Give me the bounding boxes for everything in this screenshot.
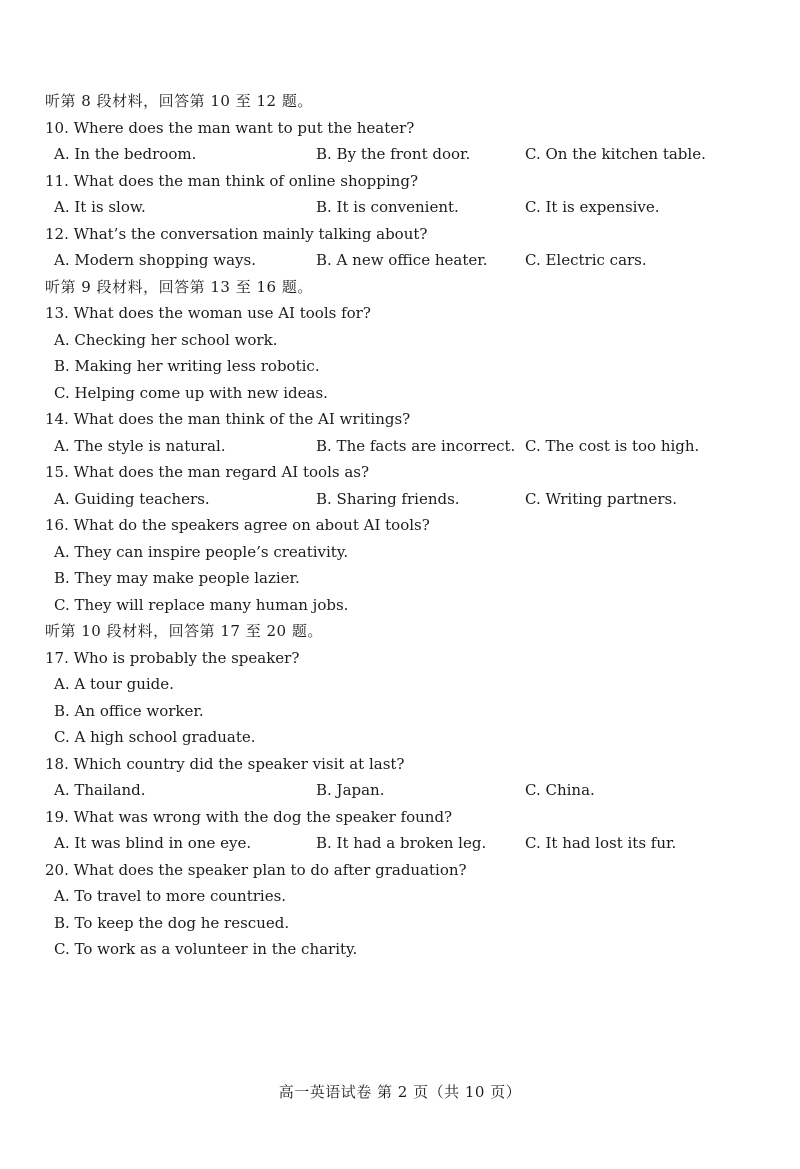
answer-option: A. They can inspire people’s creativity. bbox=[54, 542, 349, 561]
answer-option: B. By the front door. bbox=[316, 145, 471, 163]
options-row bbox=[45, 194, 765, 221]
answer-option: B. To keep the dog he rescued. bbox=[54, 913, 290, 932]
answer-option: B. Making her writing less robotic. bbox=[54, 357, 320, 375]
options-row bbox=[45, 433, 765, 460]
answer-option: C. Helping come up with new ideas. bbox=[54, 383, 328, 402]
answer-option: A. It was blind in one eye. bbox=[54, 834, 252, 852]
answer-option: C. China. bbox=[525, 781, 595, 799]
question-stem: 11. What does the man think of online shopping? bbox=[45, 171, 418, 190]
answer-option: A. In the bedroom. bbox=[54, 145, 197, 163]
answer-option: C. It had lost its fur. bbox=[525, 834, 677, 852]
question-stem: 12. What’s the conversation mainly talking about? bbox=[45, 224, 428, 243]
question-stem: 20. What does the speaker plan to do after graduation? bbox=[45, 860, 467, 879]
answer-option: C. To work as a volunteer in the charity. bbox=[54, 940, 358, 958]
answer-option: C. A high school graduate. bbox=[54, 728, 256, 746]
options-row bbox=[45, 247, 765, 274]
question-stem: 17. Who is probably the speaker? bbox=[45, 648, 300, 667]
answer-option: C. They will replace many human jobs. bbox=[54, 595, 349, 614]
answer-option: A. Checking her school work. bbox=[54, 330, 278, 349]
section-heading: 听第 10 段材料，回答第 17 至 20 题。 bbox=[45, 622, 323, 640]
question-stem: 10. Where does the man want to put the heater? bbox=[45, 118, 415, 137]
answer-option: C. On the kitchen table. bbox=[525, 145, 706, 163]
question-stem: 18. Which country did the speaker visit at last? bbox=[45, 754, 405, 773]
options-row bbox=[45, 777, 765, 804]
section-heading: 听第 9 段材料，回答第 13 至 16 题。 bbox=[45, 277, 313, 296]
answer-option: B. It had a broken leg. bbox=[316, 834, 487, 852]
question-stem: 16. What do the speakers agree on about AI tools? bbox=[45, 516, 430, 534]
question-stem: 15. What does the man regard AI tools as? bbox=[45, 463, 370, 481]
question-stem: 19. What was wrong with the dog the speaker found? bbox=[45, 807, 453, 826]
answer-option: A. To travel to more countries. bbox=[54, 887, 287, 905]
answer-option: C. The cost is too high. bbox=[525, 436, 700, 455]
answer-option: A. It is slow. bbox=[54, 198, 146, 216]
answer-option: A. The style is natural. bbox=[54, 436, 226, 455]
page-footer: 高一英语试卷 第 2 页（共 10 页） bbox=[278, 1083, 522, 1101]
options-row bbox=[45, 141, 765, 168]
question-list bbox=[45, 88, 765, 963]
answer-option: B. A new office heater. bbox=[316, 251, 488, 269]
answer-option: B. Sharing friends. bbox=[316, 489, 460, 508]
answer-option: C. It is expensive. bbox=[525, 198, 660, 216]
answer-option: A. Guiding teachers. bbox=[54, 489, 210, 508]
answer-option: B. An office worker. bbox=[54, 701, 204, 720]
question-stem: 13. What does the woman use AI tools for? bbox=[45, 304, 371, 322]
options-row bbox=[45, 486, 765, 513]
answer-option: B. They may make people lazier. bbox=[54, 569, 300, 587]
answer-option: B. The facts are incorrect. bbox=[316, 436, 516, 455]
answer-option: C. Electric cars. bbox=[525, 251, 647, 269]
answer-option: A. A tour guide. bbox=[54, 675, 174, 693]
options-row bbox=[45, 830, 765, 857]
answer-option: A. Modern shopping ways. bbox=[54, 251, 256, 269]
answer-option: B. It is convenient. bbox=[316, 198, 459, 216]
section-heading: 听第 8 段材料，回答第 10 至 12 题。 bbox=[45, 92, 313, 110]
question-stem: 14. What does the man think of the AI writings? bbox=[45, 410, 411, 428]
answer-option: C. Writing partners. bbox=[525, 489, 677, 508]
answer-option: B. Japan. bbox=[316, 781, 385, 799]
answer-option: A. Thailand. bbox=[54, 781, 146, 799]
